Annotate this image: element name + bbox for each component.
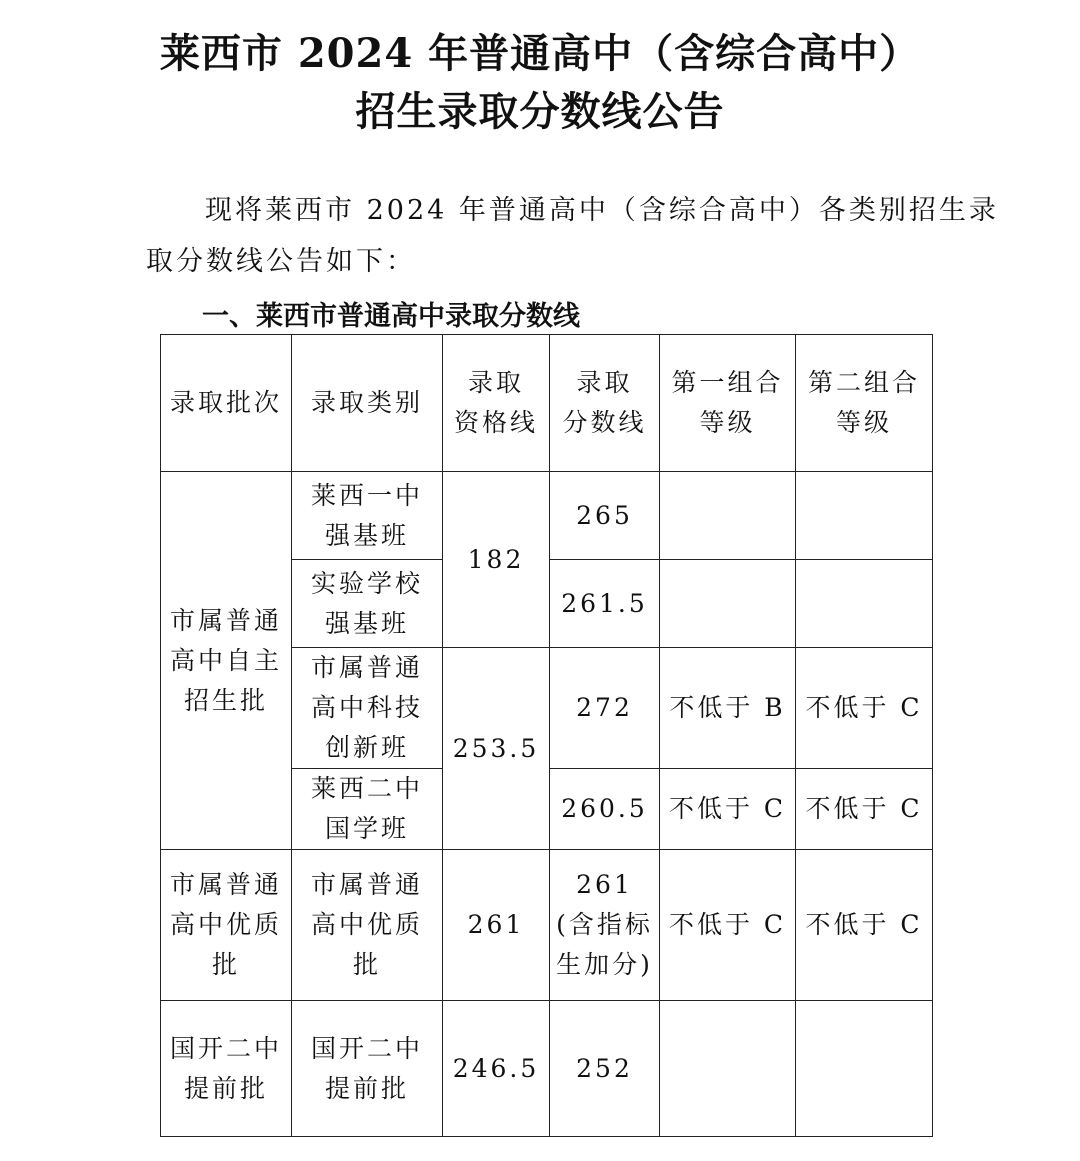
category-cell: 市属普通 高中优质 批 [292, 850, 443, 1001]
table-row [161, 1001, 933, 1137]
score-cell: 260.5 [550, 769, 660, 850]
category-cell: 莱西一中 强基班 [292, 472, 443, 560]
score-cell: 252 [550, 1001, 660, 1137]
title-line-2: 招生录取分数线公告 [355, 88, 725, 135]
header-batch: 录取批次 [161, 335, 292, 472]
category-cell: 莱西二中 国学班 [292, 769, 443, 850]
header-qualification-line: 录取 资格线 [443, 335, 550, 472]
first-grade-cell: 不低于 C [660, 769, 796, 850]
category-cell: 国开二中 提前批 [292, 1001, 443, 1137]
qualification-cell: 261 [443, 850, 550, 1001]
header-first-combination: 第一组合 等级 [660, 335, 796, 472]
header-admission-score: 录取 分数线 [550, 335, 660, 472]
table-header-row [161, 335, 933, 472]
qualification-cell: 246.5 [443, 1001, 550, 1137]
second-grade-cell: 不低于 C [796, 769, 933, 850]
section-heading: 一、莱西市普通高中录取分数线 [202, 301, 580, 332]
first-grade-cell [660, 560, 796, 648]
intro-line-2: 取分数线公告如下： [146, 246, 416, 277]
second-grade-cell: 不低于 C [796, 850, 933, 1001]
table-row [161, 472, 933, 560]
first-grade-cell: 不低于 C [660, 850, 796, 1001]
qualification-cell: 253.5 [443, 648, 550, 850]
table-row [161, 850, 933, 1001]
score-cell: 261.5 [550, 560, 660, 648]
second-grade-cell [796, 472, 933, 560]
batch-cell: 国开二中 提前批 [161, 1001, 292, 1137]
second-grade-cell [796, 1001, 933, 1137]
score-cell: 265 [550, 472, 660, 560]
header-second-combination: 第二组合 等级 [796, 335, 933, 472]
qualification-cell: 182 [443, 472, 550, 648]
intro-line-1: 现将莱西市 2024 年普通高中（含综合高中）各类别招生录 [205, 195, 999, 226]
score-table [160, 334, 933, 1137]
first-grade-cell: 不低于 B [660, 648, 796, 769]
score-cell: 272 [550, 648, 660, 769]
batch-cell: 市属普通 高中优质 批 [161, 850, 292, 1001]
header-category: 录取类别 [292, 335, 443, 472]
second-grade-cell [796, 560, 933, 648]
score-cell: 261 (含指标 生加分) [550, 850, 660, 1001]
category-cell: 市属普通 高中科技 创新班 [292, 648, 443, 769]
second-grade-cell: 不低于 C [796, 648, 933, 769]
batch-cell: 市属普通 高中自主 招生批 [161, 472, 292, 850]
title-line-1: 莱西市 2024 年普通高中（含综合高中） [159, 30, 921, 77]
first-grade-cell [660, 1001, 796, 1137]
category-cell: 实验学校 强基班 [292, 560, 443, 648]
first-grade-cell [660, 472, 796, 560]
